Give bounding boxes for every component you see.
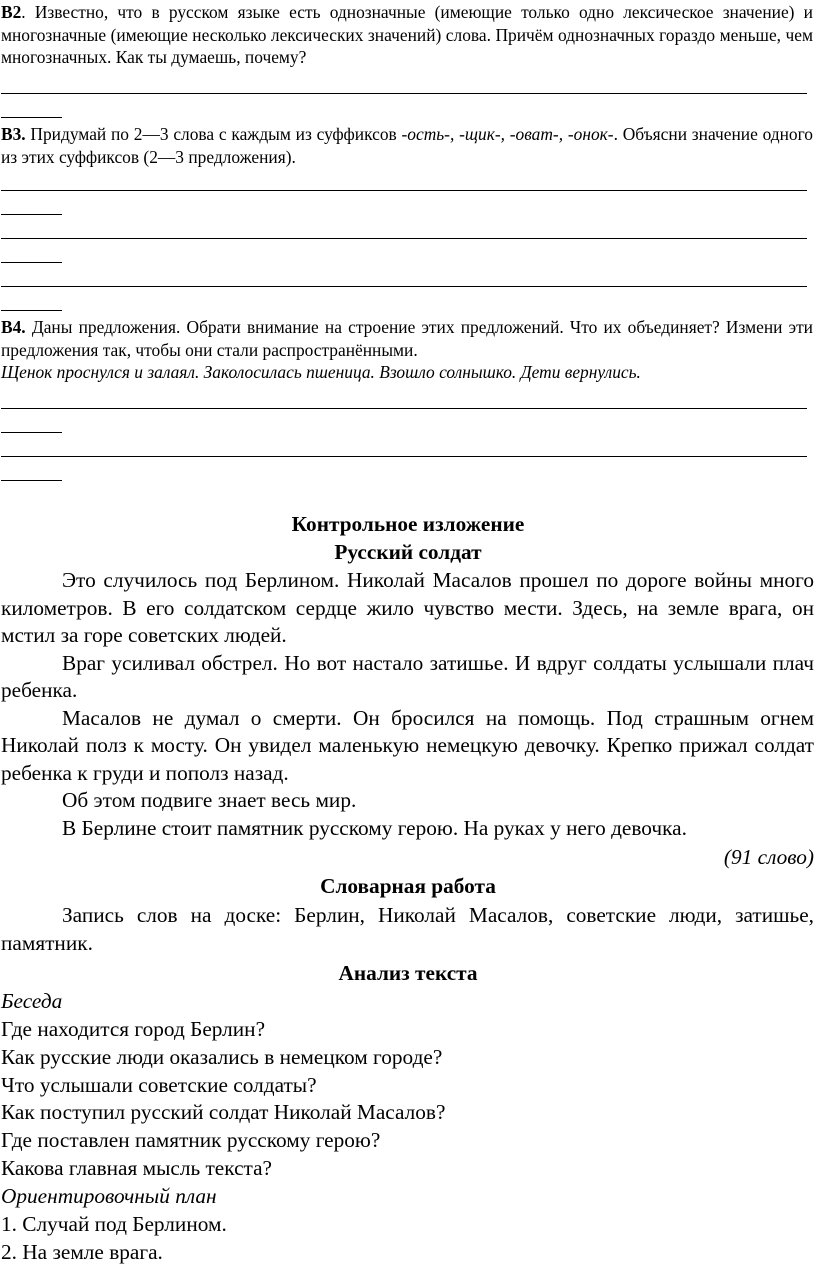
task-b2 [1, 1, 813, 69]
word-count: (91 слово) [723, 845, 814, 869]
dictation-heading: Контрольное изложение [291, 512, 525, 536]
question-item: Где находится город Берлин? [1, 1017, 266, 1041]
plan-item: 2. На земле врага. [1, 1240, 163, 1264]
answer-line [1, 456, 807, 457]
task-b4 [1, 316, 813, 384]
answer-line [1, 408, 807, 409]
vocabulary-text: Запись слов на доске: Берлин, Николай Масалов, советские люди, затишье, памятник. [1, 903, 814, 955]
dictation-title: Русский солдат [334, 540, 482, 564]
plan-item: 1. Случай под Берлином. [1, 1212, 227, 1236]
answer-line [1, 286, 807, 287]
question-item: Какова главная мысль текста? [1, 1156, 273, 1180]
task-b2-label: В2 [1, 2, 22, 22]
task-b2-text: . Известно, что в русском языке есть однозначные (имеющие только одно лексическое значение) и многозначные (имеющие несколько лексических значений) слова. Причём однозначных гораздо меньше, чем многозначных. Как ты думаешь, почему? [1, 2, 813, 67]
answer-line-short [1, 117, 62, 118]
answer-line-short [1, 432, 62, 433]
task-b3-label: В3. [1, 124, 26, 144]
answer-line-short [1, 310, 62, 311]
task-b4-sentences: Щенок проснулся и залаял. Заколосилась пшеница. Взошло солнышко. Дети вернулись. [1, 362, 641, 382]
conversation-label: Беседа [1, 989, 63, 1013]
answer-line-short [1, 214, 62, 215]
task-b4-label: В4. [1, 317, 26, 337]
task-b4-text: Даны предложения. Обрати внимание на строение этих предложений. Что их объединяет? Измени эти предложения так, чтобы они стали распространёнными. [1, 317, 813, 360]
vocabulary-heading: Словарная работа [320, 874, 496, 898]
answer-line [1, 238, 807, 239]
task-b3 [1, 123, 813, 168]
analysis-heading: Анализ текста [338, 961, 478, 985]
question-item: Что услышали советские солдаты? [1, 1073, 317, 1097]
dictation-paragraph-2: Враг усиливал обстрел. Но вот настало затишье. И вдруг солдаты услышали плач ребенка. [1, 650, 814, 702]
answer-line [1, 190, 807, 191]
dictation-paragraph-1: Это случилось под Берлином. Николай Масалов прошел по дороге войны много километров. В его солдатском сердце жило чувство мести. Здесь, на земле врага, он мстил за горе советских людей. [1, 568, 814, 647]
answer-line-short [1, 262, 62, 263]
question-item: Как русские люди оказались в немецком городе? [1, 1045, 443, 1069]
answer-line-short [1, 480, 62, 481]
dictation-paragraph-5: В Берлине стоит памятник русскому герою. На руках у него девочка. [62, 815, 687, 840]
dictation-paragraph-3: Масалов не думал о смерти. Он бросился на помощь. Под страшным огнем Николай полз к мосту. Он увидел маленькую немецкую девочку. Крепко прижал солдат ребенка к груди и пополз назад. [1, 705, 814, 785]
task-b3-text-before: Придумай по 2—3 слова с каждым из суффиксов [25, 124, 402, 144]
dictation-paragraph-4: Об этом подвиге знает весь мир. [62, 788, 357, 812]
answer-line [1, 93, 807, 94]
task-b3-suffixes: -ость-, -щик-, -оват-, -онок- [401, 124, 614, 144]
task-b3-text-after: . Объясни значение одного из этих суффиксов (2—3 предложения). [1, 124, 814, 167]
vocabulary-block [1, 902, 814, 957]
question-item: Как поступил русский солдат Николай Масалов? [1, 1100, 446, 1124]
question-item: Где поставлен памятник русскому герою? [1, 1128, 381, 1152]
dictation-text [1, 567, 814, 842]
plan-label: Ориентировочный план [1, 1184, 217, 1208]
